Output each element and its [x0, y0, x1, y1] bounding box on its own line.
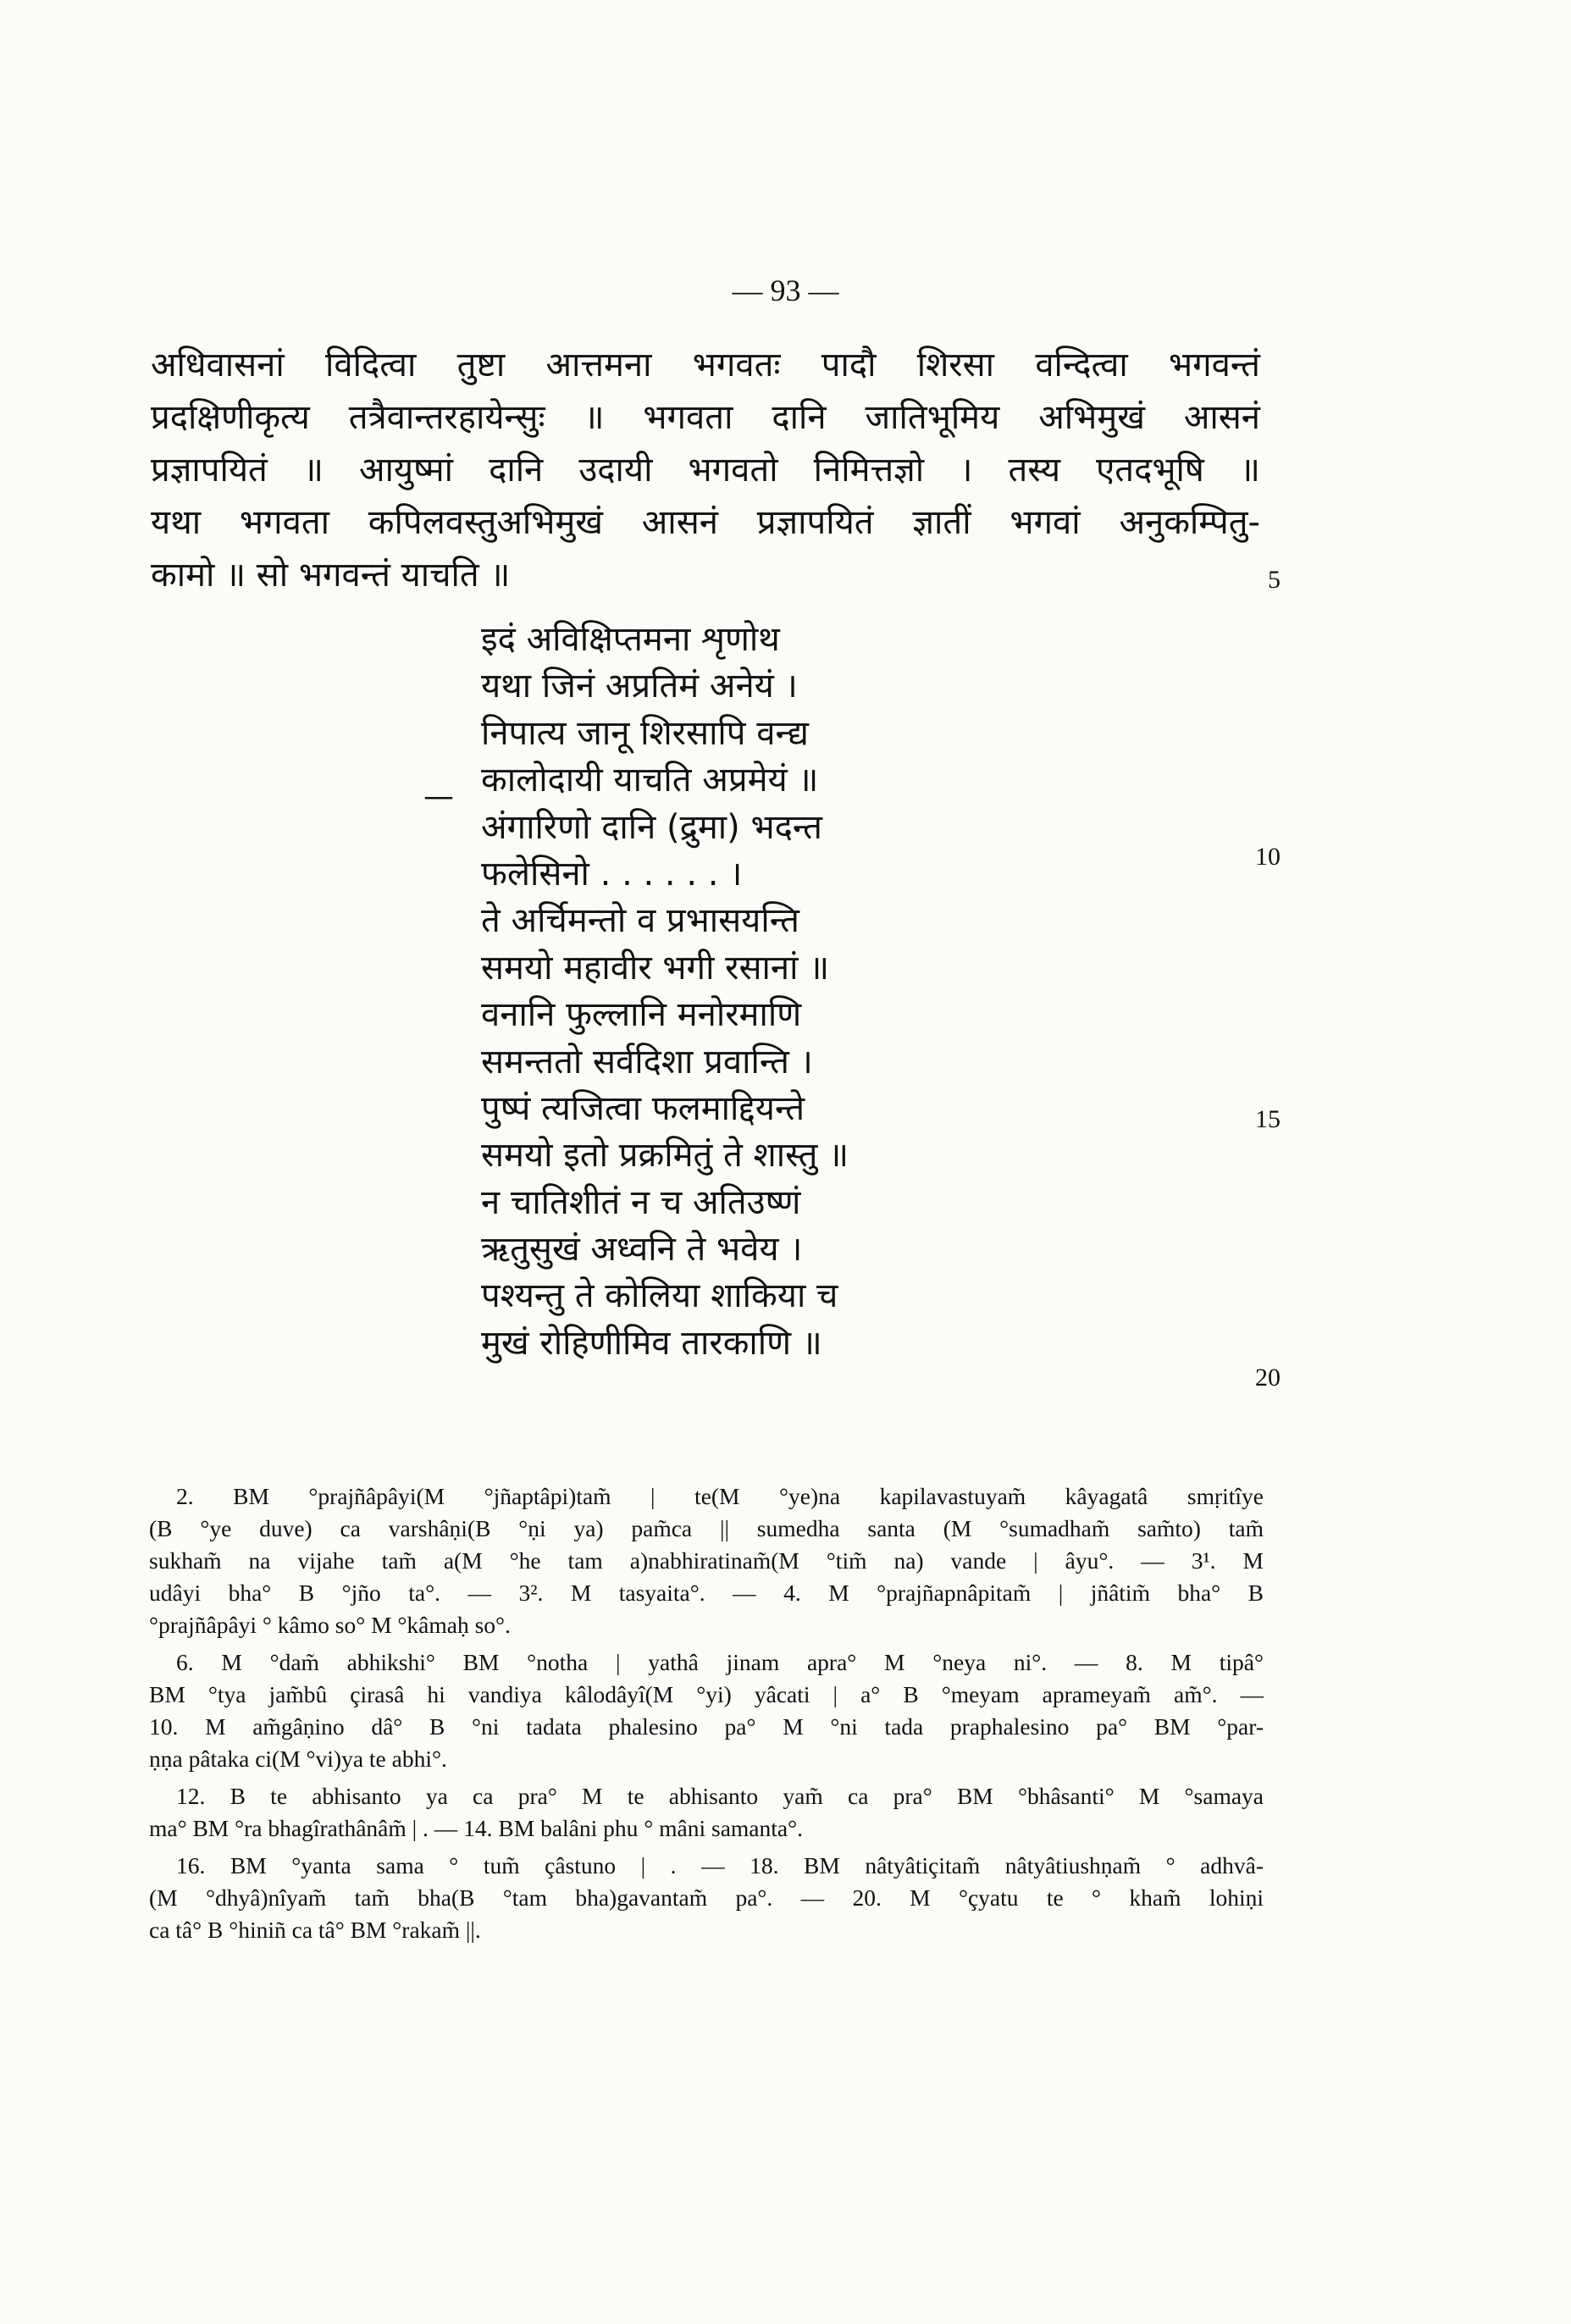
- footnote-line: ṇṇa pâtaka ci(M °vi)ya te abhi°.: [149, 1746, 447, 1772]
- verse-line: इदं अविक्षिप्तमना शृणोथ: [481, 620, 780, 659]
- footnote-block: [149, 1480, 1264, 1641]
- footnote-line: 6. M °dam̃ abhikshi° BM °notha | yathâ jinam apra° M °neya ni°. — 8. M tipâ°: [176, 1649, 1264, 1675]
- footnote-line: 10. M am̃gâṇino dâ° B °ni tadata phalesino pa° M °ni tada praphalesino pa° BM °par-: [149, 1713, 1264, 1740]
- line-number: 20: [1255, 1364, 1281, 1392]
- verse-line: मुखं रोहिणीमिव तारकाणि ॥: [481, 1323, 822, 1363]
- footnote-line: sukham̃ na vijahe tam̃ a(M °he tam a)nabhiratinam̃(M °tim̃ na) vande | âyu°. — 3¹. M: [149, 1547, 1264, 1574]
- verse-line: पुष्पं त्यजित्वा फलमाद्दियन्ते: [481, 1088, 805, 1128]
- verse-line: कालोदायी याचति अप्रमेयं ॥: [481, 761, 819, 800]
- verse-line: समयो महावीर भगी रसानां ॥: [481, 948, 830, 988]
- verse-line: वनानि फुल्लानि मनोरमाणि: [481, 995, 802, 1035]
- footnote-line: BM °tya jam̃bû çirasâ hi vandiya kâlodâyî(M °yi) yâcati | a° B °meyam aprameyam̃ am̃°. —: [149, 1681, 1264, 1707]
- prose-line: कामो ॥ सो भगवन्तं याचति ॥: [151, 556, 511, 595]
- verse-line: निपात्य जानू शिरसापि वन्द्य: [481, 713, 809, 753]
- verse-line: समयो इतो प्रक्रमितुं ते शास्तु ॥: [481, 1136, 849, 1176]
- footnote-line: °prajñâpâyi ° kâmo so° M °kâmaḥ so°.: [149, 1612, 511, 1638]
- prose-line: अधिवासनां विदित्वा तुष्टा आत्तमना भगवतः पादौ शिरसा वन्दित्वा भगवन्तं: [151, 346, 1260, 385]
- footnote-line: 16. BM °yanta sama ° tum̃ çâstuno | . — 18. BM nâtyâtiçitam̃ nâtyâtiushṇam̃ ° adhvâ-: [176, 1852, 1264, 1879]
- line-number: 15: [1255, 1105, 1281, 1133]
- footnote-block: [149, 1780, 1264, 1845]
- verse-line: समन्ततो सर्वदिशा प्रवान्ति ।: [481, 1042, 813, 1082]
- page-number: — 93 —: [732, 274, 839, 307]
- footnote-line: udâyi bha° B °jño ta°. — 3². M tasyaita°. — 4. M °prajñapnâpitam̃ | jñâtim̃ bha° B: [149, 1580, 1264, 1606]
- verse-block: [423, 617, 1006, 1367]
- prose-line: यथा भगवता कपिलवस्तुअभिमुखं आसनं प्रज्ञापयितं ज्ञातीं भगवां अनुकम्पितु-: [151, 503, 1260, 542]
- verse-line: ऋतुसुखं अध्वनि ते भवेय ।: [481, 1230, 803, 1270]
- prose-line: प्रज्ञापयितं ॥ आयुष्मां दानि उदायी भगवतो निमित्तज्ञो । तस्य एतदभूषि ॥: [151, 451, 1260, 490]
- verse-line: न चातिशीतं न च अतिउष्णं: [481, 1182, 801, 1222]
- verse-line: ते अर्चिमन्तो व प्रभासयन्ति: [481, 901, 799, 941]
- line-number: 5: [1268, 566, 1281, 594]
- footnote-block: [149, 1850, 1264, 1946]
- footnote-line: 2. BM °prajñâpâyi(M °jñaptâpi)tam̃ | te(M °ye)na kapilavastuyam̃ kâyagatâ smṛitîye: [176, 1483, 1264, 1509]
- verse-line: यथा जिनं अप्रतिमं अनेयं ।: [481, 667, 798, 706]
- line-number: 10: [1255, 843, 1281, 871]
- footnotes: [149, 1480, 1264, 1951]
- verse-line: फलेसिनो . . . . . . ।: [481, 854, 743, 894]
- prose-line: प्रदक्षिणीकृत्य तत्रैवान्तरहायेन्सुः ॥ भगवता दानि जातिभूमिय अभिमुखं आसनं: [151, 398, 1260, 437]
- verse-line: अंगारिणो दानि (द्रुमा) भदन्त: [481, 807, 822, 847]
- prose-paragraph: [151, 339, 1260, 601]
- footnote-line: 12. B te abhisanto ya ca pra° M te abhisanto yam̃ ca pra° BM °bhâsanti° M °samaya: [176, 1783, 1264, 1809]
- footnote-line: ma° BM °ra bhagîrathânâm̃ | . — 14. BM balâni phu ° mâni samanta°.: [149, 1815, 803, 1841]
- footnote-line: (M °dhyâ)nîyam̃ tam̃ bha(B °tam bha)gavantam̃ pa°. — 20. M °çyatu te ° kham̃ lohiṇi: [149, 1884, 1264, 1911]
- verse-line: पश्यन्तु ते कोलिया शाकिया च: [481, 1276, 838, 1316]
- footnote-line: ca tâ° B °hiniñ ca tâ° BM °rakam̃ ||.: [149, 1917, 481, 1943]
- footnote-block: [149, 1646, 1264, 1775]
- verse-dash: —: [423, 779, 454, 814]
- footnote-line: (B °ye duve) ca varshâṇi(B °ṇi ya) pam̃ca || sumedha santa (M °sumadham̃ sam̃to) tam̃: [149, 1515, 1264, 1541]
